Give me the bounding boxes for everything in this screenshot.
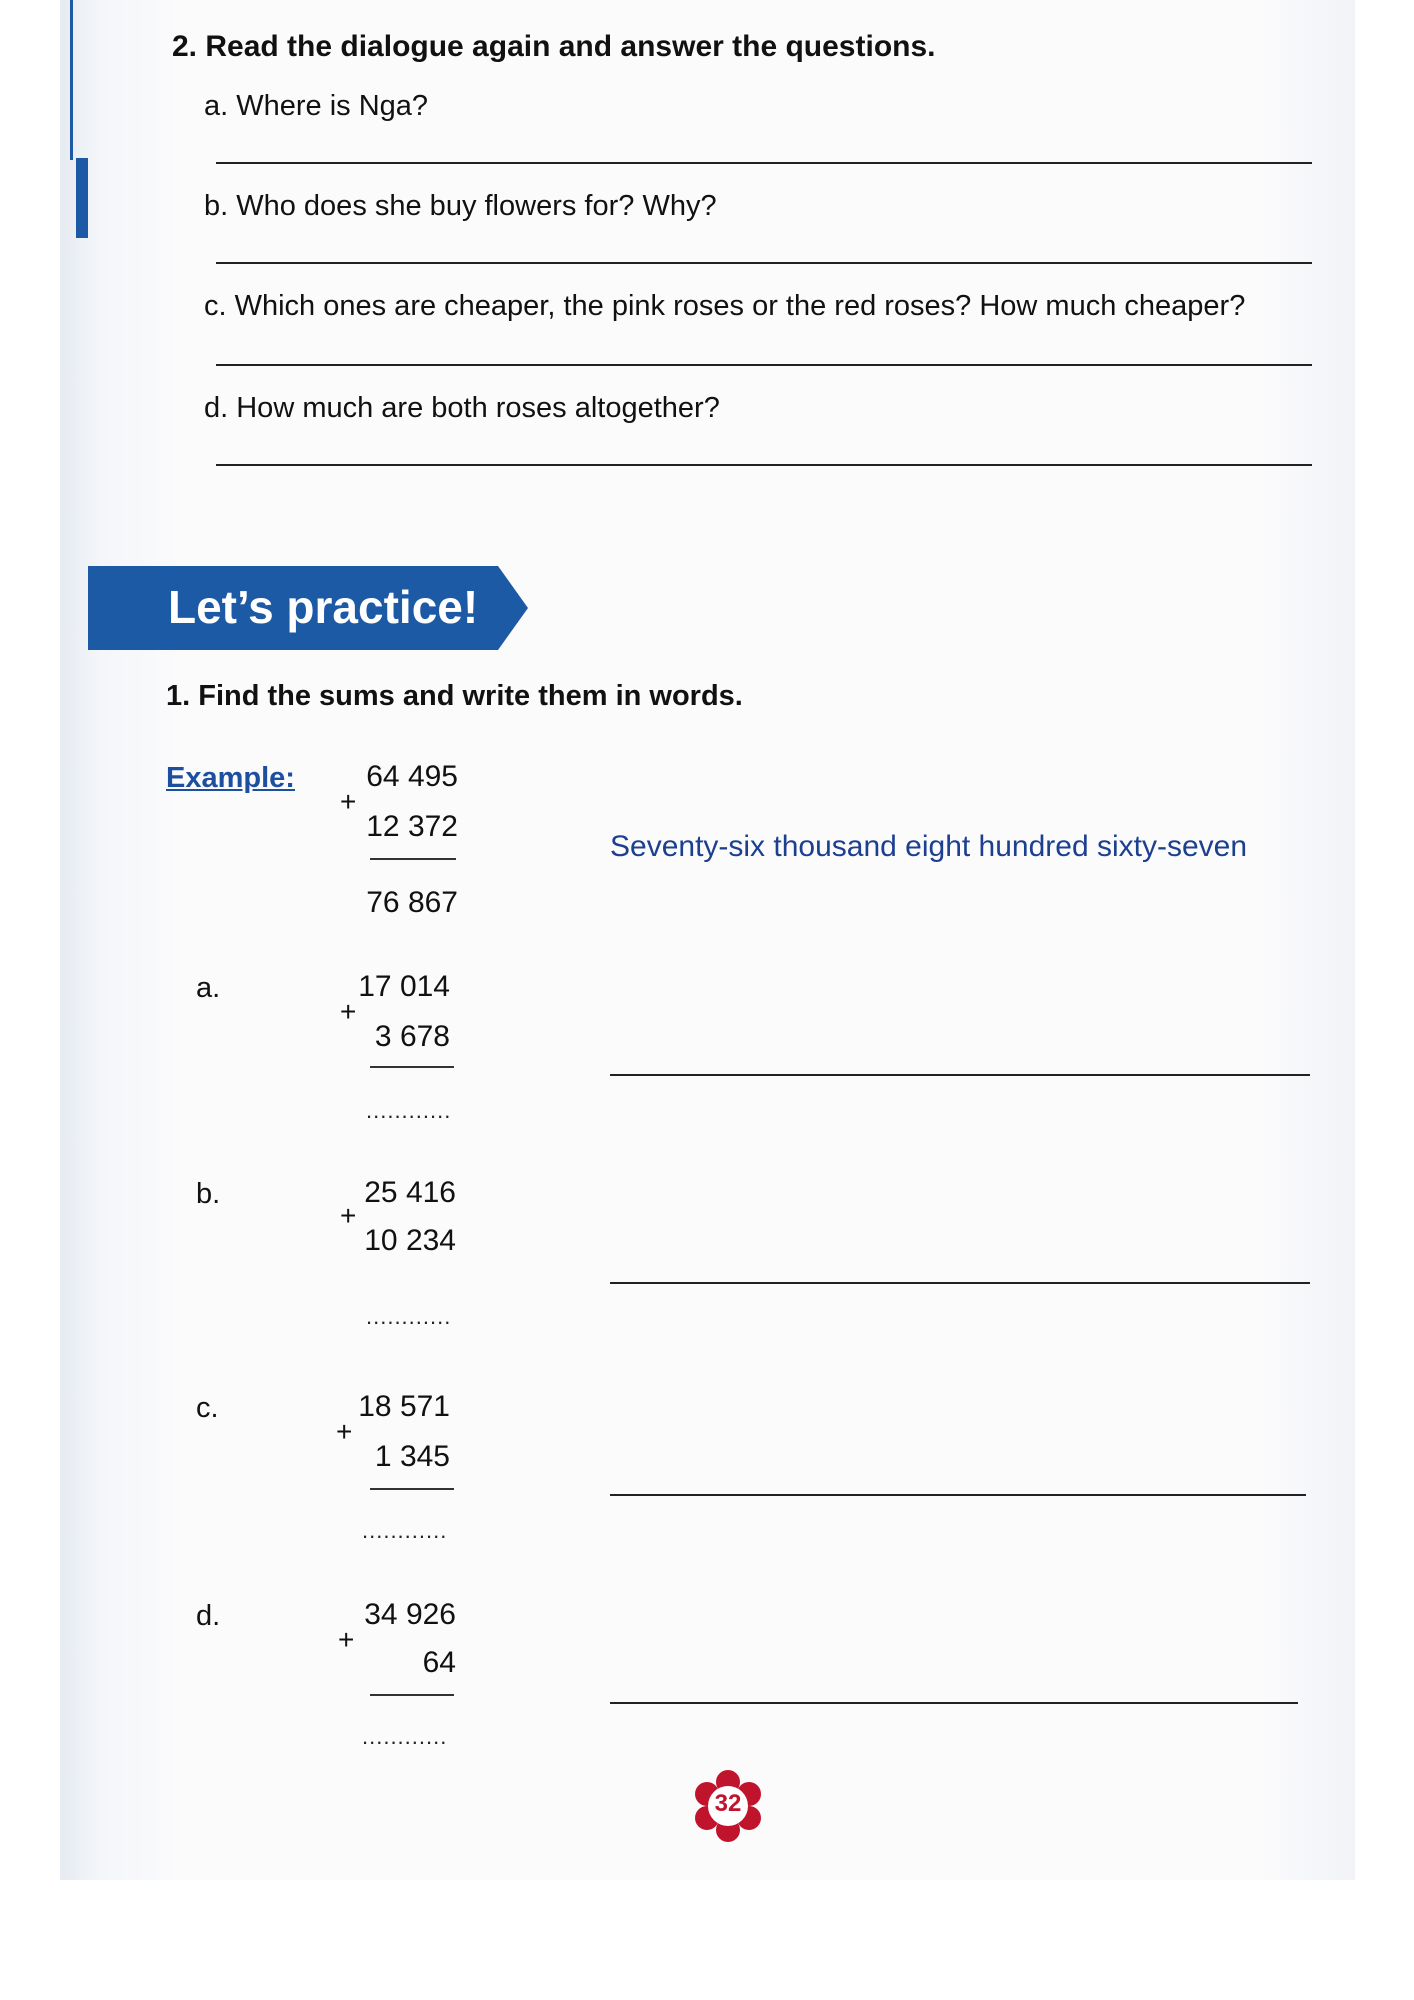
page-edge-tab xyxy=(76,158,88,238)
item-c-addend1: 18 571 xyxy=(358,1390,450,1423)
item-a-addend1: 17 014 xyxy=(358,970,450,1003)
example-sum: 76 867 xyxy=(366,886,458,919)
item-d-sum-blank[interactable]: ............ xyxy=(362,1724,448,1749)
item-b-addend2: 10 234 xyxy=(364,1224,456,1257)
item-b-label: b. xyxy=(196,1178,221,1210)
answer-line-b[interactable] xyxy=(216,262,1312,264)
question-d: d. How much are both roses altogether? xyxy=(204,392,720,424)
page-number: 32 xyxy=(714,1790,742,1817)
page-sheet xyxy=(60,0,1355,1880)
item-d-label: d. xyxy=(196,1600,221,1632)
item-d-addend2: 64 xyxy=(422,1646,456,1679)
item-b-sum-blank[interactable]: ............ xyxy=(366,1304,452,1329)
item-d-words-line[interactable] xyxy=(610,1702,1298,1704)
example-sum-line xyxy=(370,858,456,860)
item-a-plus: + xyxy=(340,996,357,1027)
item-c-addend2: 1 345 xyxy=(374,1440,450,1473)
section2-title: 2. Read the dialogue again and answer the questions. xyxy=(172,30,936,63)
item-d-addend1: 34 926 xyxy=(364,1598,456,1631)
item-a-words-line[interactable] xyxy=(610,1074,1310,1076)
example-words: Seventy-six thousand eight hundred sixty-seven xyxy=(610,830,1248,863)
answer-line-c[interactable] xyxy=(216,364,1312,366)
item-a-sum-blank[interactable]: ............ xyxy=(366,1098,452,1123)
item-b-addend1: 25 416 xyxy=(364,1176,456,1209)
example-plus: + xyxy=(340,786,357,817)
banner-title: Let’s practice! xyxy=(168,581,479,633)
item-b-plus: + xyxy=(340,1200,357,1231)
item-b-words-line[interactable] xyxy=(610,1282,1310,1284)
page-number-badge xyxy=(692,1770,764,1842)
page-edge-bar xyxy=(70,0,73,160)
question-b: b. Who does she buy flowers for? Why? xyxy=(204,190,717,222)
item-c-label: c. xyxy=(196,1392,219,1424)
answer-line-d[interactable] xyxy=(216,464,1312,466)
item-a-label: a. xyxy=(196,972,221,1004)
item-d-plus: + xyxy=(338,1624,355,1655)
answer-line-a[interactable] xyxy=(216,162,1312,164)
item-c-plus: + xyxy=(336,1416,353,1447)
item-c-sum-line xyxy=(370,1488,454,1490)
question-a: a. Where is Nga? xyxy=(204,90,429,122)
lets-practice-banner xyxy=(88,566,528,650)
example-label: Example: xyxy=(166,762,295,794)
exercise1-title: 1. Find the sums and write them in words. xyxy=(166,680,743,712)
item-a-addend2: 3 678 xyxy=(374,1020,450,1053)
item-a-sum-line xyxy=(370,1066,454,1068)
item-c-words-line[interactable] xyxy=(610,1494,1306,1496)
item-c-sum-blank[interactable]: ............ xyxy=(362,1518,448,1543)
example-addend1: 64 495 xyxy=(366,760,458,793)
example-addend2: 12 372 xyxy=(366,810,458,843)
item-d-sum-line xyxy=(370,1694,454,1696)
question-c: c. Which ones are cheaper, the pink roses or the red roses? How much cheaper? xyxy=(204,290,1246,322)
